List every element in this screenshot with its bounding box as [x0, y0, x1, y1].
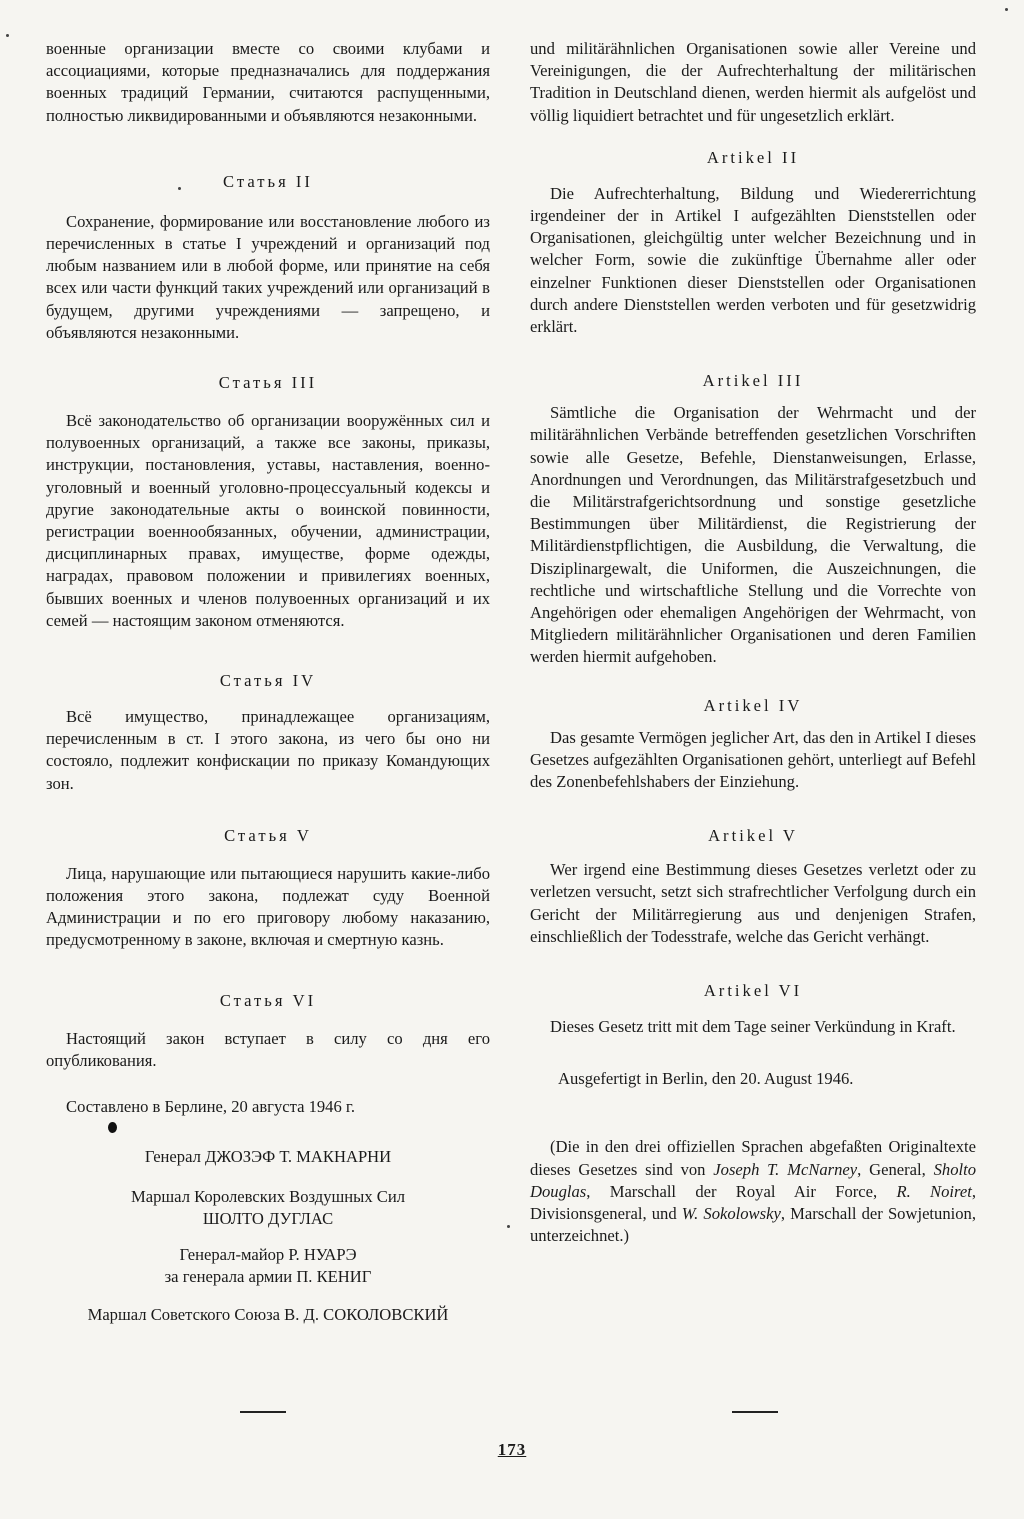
ru-article-5-heading: Статья V [224, 825, 312, 845]
ru-signature-noiret: Генерал-майор Р. НУАРЭ [179, 1245, 357, 1265]
ru-article-6-text: Настоящий закон вступает в силу со дня его опубликования. [46, 1028, 490, 1070]
ru-signature-koenig: за генерала армии П. КЕНИГ [164, 1267, 372, 1287]
ru-article-4-heading: Статья IV [219, 671, 317, 691]
ru-place-date: Составлено в Берлине, 20 августа 1946 г. [66, 1097, 356, 1117]
ru-footer-rule [240, 1411, 286, 1413]
de-note-name-noiret: R. Noiret [896, 1181, 972, 1201]
scan-speck [507, 1225, 510, 1228]
de-article-6-text: Dieses Gesetz tritt mit dem Tage seiner Verkündung in Kraft. [550, 1017, 956, 1037]
de-article-2-heading: Artikel II [706, 147, 800, 167]
de-article-3-heading: Artikel III [702, 371, 804, 391]
ru-article-6-heading: Статья VI [219, 990, 317, 1010]
ru-article-2-heading: Статья II [223, 171, 313, 191]
ru-article-3-text: Всё законодательство об организации вооружённых сил и полувоенных организаций, а также все законы, приказы, инструкции, постановления, уставы, наставления, военно-уголовный и военный уголовно-процессуальный кодексы и другие законодательные акты о воинской повинности, регистрации военнообязанных, обучении, администрации, дисциплинарных правах, имуществе, форме одежды, наградах, правовом положении и привилегиях военных, бывших военных и членов полувоенных организаций и их семей — настоящим законом отменяются. [46, 411, 490, 630]
ru-signature-douglas-name: ШОЛТО ДУГЛАС [202, 1209, 334, 1229]
ru-signature-mcnarney: Генерал ДЖОЗЭФ Т. МАКНАРНИ [144, 1147, 392, 1167]
de-footer-rule [732, 1411, 778, 1413]
de-note-part: , Divisionsgeneral, und [530, 1181, 976, 1223]
ink-blot [108, 1122, 117, 1133]
de-signatories-note [530, 1136, 976, 1247]
de-note-name-sokolowsky: W. Sokolowsky [681, 1203, 781, 1223]
de-place-date: Ausgefertigt in Berlin, den 20. August 1946. [558, 1069, 854, 1089]
de-note-part: (Die in den drei offiziellen Sprachen abgefaßten Originaltexte dieses Gesetzes sind von [530, 1137, 976, 1179]
ru-article-4-text: Всё имущество, принадлежащее организациям, перечисленным в ст. I этого закона, из чего бы оно ни состояло, подлежит конфискации по приказу Командующих зон. [46, 707, 490, 793]
de-intro-paragraph: und militärähnlichen Organisationen sowie aller Vereine und Vereinigungen, die der Aufrechterhaltung der militärischen Tradition in Deutschland dienen, werden hiermit als aufgelöst und völlig liquidiert betrachtet und für ungesetzlich erklärt. [530, 39, 976, 125]
page-number-text: 173 [497, 1440, 527, 1459]
de-article-5-text: Wer irgend eine Bestimmung dieses Gesetzes verletzt oder zu verletzen versucht, setzt sich strafrechtlicher Verfolgung durch ein Gericht der Militärregierung aus und denjenigen Strafen, einschließlich der Todesstrafe, welche das Gericht verhängt. [530, 860, 976, 946]
ru-intro-paragraph: военные организации вместе со своими клубами и ассоциациями, которые предназначались для поддержания военных традиций Германии, считаются распущенными, полностью ликвидированными и объявляются незаконными. [46, 39, 490, 125]
de-note-part: , Marschall der Sowjetunion, unterzeichnet.) [530, 1203, 976, 1246]
page-number [0, 1440, 1024, 1460]
ru-signature-sokolovsky: Маршал Советского Союза В. Д. СОКОЛОВСКИЙ [87, 1305, 449, 1325]
de-article-4-heading: Artikel IV [703, 695, 803, 715]
ru-article-3-heading: Статья III [218, 373, 318, 393]
de-article-6-heading: Artikel VI [703, 981, 803, 1001]
de-article-2-text: Die Aufrechterhaltung, Bildung und Wiedererrichtung irgendeiner der in Artikel I aufgezählten Dienststellen oder Organisationen, gleichgültig unter welcher Bezeichnung und in welcher Form, sowie die zukünftige Übernahme aller oder einzelner Funktionen dieser Dienststellen oder Organisationen durch andere Dienststellen werden verboten und für gesetzwidrig erklärt. [530, 183, 976, 337]
russian-column [46, 38, 490, 1326]
de-article-5-heading: Artikel V [708, 826, 798, 846]
german-column [530, 38, 976, 1247]
de-note-name-mcnarney: Joseph T. McNarney [713, 1159, 858, 1179]
scan-speck [6, 34, 9, 37]
de-article-3-text: Sämtliche die Organisation der Wehrmacht und der militärähnlichen Verbände betreffenden gesetzlichen Vorschriften sowie alle Gesetze, Befehle, Dienstanweisungen, Erlasse, Anordnungen und Verordnungen, das Militärstrafgesetzbuch und die Militärstrafgerichtsordnung und sonstige gesetzliche Bestimmungen über Militärdienst, die Registrierung der Militärdienstpflichtigen, die Ausbildung, die Verwaltung, die Disziplinargewalt, die Uniformen, die Auszeichnungen, die rechtliche und wirtschaftliche Stellung und die Vorrechte von Angehörigen oder ehemaligen Angehörigen der Wehrmacht, von Mitgliedern militärähnlicher Organisationen und deren Familien werden hiermit aufgehoben. [530, 403, 976, 667]
de-article-4-text: Das gesamte Vermögen jeglicher Art, das den in Artikel I dieses Gesetzes aufgezählten Organisationen gehört, unterliegt auf Befehl des Zonenbefehlshabers der Einziehung. [530, 727, 976, 792]
de-note-part: , General, [857, 1159, 934, 1179]
scan-speck [1005, 8, 1008, 11]
ru-article-2-text: Сохранение, формирование или восстановление любого из перечисленных в статье I учреждений и организаций под любым названием или в любой форме, или принятие на себя всех или части функций таких учреждений или организаций в будущем, другими учреждениями — запрещено, и объявляются незаконными. [46, 211, 490, 342]
ru-signature-douglas-title: Маршал Королевских Воздушных Сил [130, 1187, 406, 1207]
ru-article-5-text: Лица, нарушающие или пытающиеся нарушить какие-либо положения этого закона, подлежат суду Военной Администрации и по его приговору любому наказанию, предусмотренному в законе, включая и смертную казнь. [46, 863, 490, 950]
de-note-name-douglas: Sholto Douglas [530, 1159, 977, 1201]
de-note-part: , Marschall der Royal Air Force, [586, 1181, 897, 1201]
